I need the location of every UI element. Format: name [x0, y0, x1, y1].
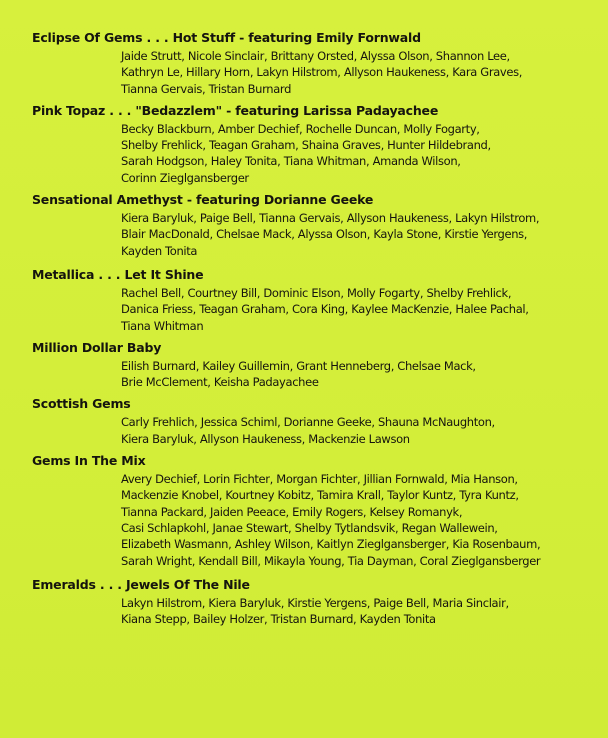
performer-names-line: Sarah Wright, Kendall Bill, Mikayla Young, Tia Dayman, Coral Zieglgansberger: [121, 553, 541, 568]
performer-names: [121, 285, 592, 334]
performer-names-line: Tianna Gervais, Tristan Burnard: [121, 81, 292, 96]
performer-names: [121, 471, 592, 569]
number-title: Scottish Gems: [32, 396, 131, 412]
performer-names-line: Kayden Tonita: [121, 243, 198, 258]
performer-names-line: Casi Schlapkohl, Janae Stewart, Shelby Tytlandsvik, Regan Wallewein,: [121, 520, 498, 535]
performer-names-line: Mackenzie Knobel, Kourtney Kobitz, Tamira Krall, Taylor Kuntz, Tyra Kuntz,: [121, 488, 519, 503]
number-title: Sensational Amethyst - featuring Dorianne Geeke: [32, 192, 374, 208]
performer-names-line: Danica Friess, Teagan Graham, Cora King, Kaylee MacKenzie, Halee Pachal,: [121, 302, 529, 317]
number-title: Emeralds . . . Jewels Of The Nile: [32, 576, 250, 592]
performer-names-line: Kathryn Le, Hillary Horn, Lakyn Hilstrom, Allyson Haukeness, Kara Graves,: [121, 65, 523, 80]
number-title: Metallica . . . Let It Shine: [32, 266, 204, 282]
performer-names-line: Blair MacDonald, Chelsae Mack, Alyssa Olson, Kayla Stone, Kirstie Yergens,: [121, 227, 528, 242]
performer-names-line: Shelby Frehlick, Teagan Graham, Shaina Graves, Hunter Hildebrand,: [121, 138, 491, 153]
performer-names: [121, 595, 592, 628]
performer-names: [121, 414, 592, 447]
performer-names-line: Avery Dechief, Lorin Fichter, Morgan Fichter, Jillian Fornwald, Mia Hanson,: [121, 472, 518, 487]
number-title: Million Dollar Baby: [32, 339, 162, 355]
number-section: [32, 30, 592, 97]
performer-names-line: Kiana Stepp, Bailey Holzer, Tristan Burnard, Kayden Tonita: [121, 612, 436, 627]
performer-names: [121, 48, 592, 97]
performer-names-line: Elizabeth Wasmann, Ashley Wilson, Kaitlyn Zieglgansberger, Kia Rosenbaum,: [121, 537, 541, 552]
performer-names-line: Corinn Zieglgansberger: [121, 170, 249, 185]
performer-names: [121, 210, 592, 259]
number-section: [32, 577, 592, 628]
performer-names-line: Jaide Strutt, Nicole Sinclair, Brittany Orsted, Alyssa Olson, Shannon Lee,: [121, 49, 510, 63]
performer-names-line: Tianna Packard, Jaiden Peeace, Emily Rogers, Kelsey Romanyk,: [121, 504, 463, 519]
performer-names-line: Lakyn Hilstrom, Kiera Baryluk, Kirstie Yergens, Paige Bell, Maria Sinclair,: [121, 595, 509, 610]
number-section: [32, 453, 592, 569]
performer-names: [121, 358, 592, 391]
number-title: Gems In The Mix: [32, 453, 146, 469]
performer-names-line: Rachel Bell, Courtney Bill, Dominic Elson, Molly Fogarty, Shelby Frehlick,: [121, 285, 512, 300]
performer-names-line: Becky Blackburn, Amber Dechief, Rochelle Duncan, Molly Fogarty,: [121, 121, 480, 136]
number-section: [32, 396, 592, 447]
performer-names-line: Kiera Baryluk, Allyson Haukeness, Mackenzie Lawson: [121, 431, 410, 446]
number-title: Pink Topaz . . . "Bedazzlem" - featuring Larissa Padayachee: [32, 102, 439, 118]
number-title: Eclipse Of Gems . . . Hot Stuff - featuring Emily Fornwald: [32, 30, 421, 45]
performer-names-line: Kiera Baryluk, Paige Bell, Tianna Gervais, Allyson Haukeness, Lakyn Hilstrom,: [121, 211, 540, 226]
performer-names-line: Sarah Hodgson, Haley Tonita, Tiana Whitman, Amanda Wilson,: [121, 154, 461, 169]
performer-names-line: Brie McClement, Keisha Padayachee: [121, 375, 319, 390]
number-section: [32, 192, 592, 259]
performance-list: [32, 30, 592, 633]
performer-names-line: Carly Frehlich, Jessica Schiml, Dorianne Geeke, Shauna McNaughton,: [121, 415, 495, 430]
number-section: [32, 103, 592, 186]
performer-names-line: Eilish Burnard, Kailey Guillemin, Grant Henneberg, Chelsae Mack,: [121, 358, 476, 373]
number-section: [32, 340, 592, 391]
number-section: [32, 267, 592, 334]
performer-names-line: Tiana Whitman: [121, 318, 204, 333]
performer-names: [121, 121, 592, 186]
